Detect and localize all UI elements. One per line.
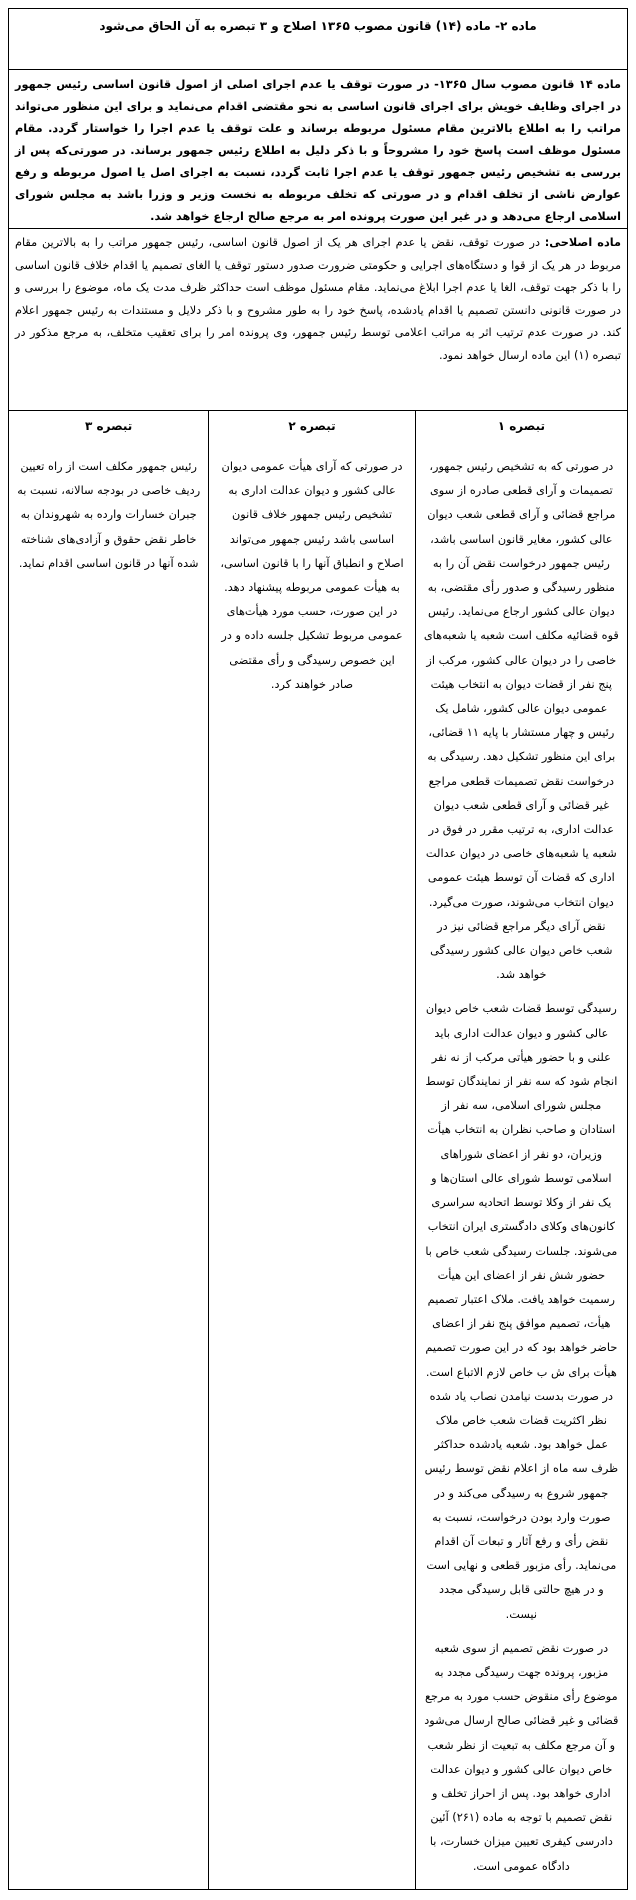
- article-title: ماده ۲- ماده (۱۴) قانون مصوب ۱۳۶۵ اصلاح و ۳ تبصره به آن الحاق می‌شود: [9, 9, 628, 70]
- document-page: [8, 8, 628, 1890]
- note-2-heading: تبصره ۲: [288, 419, 336, 433]
- note-3-heading: تبصره ۳: [85, 419, 133, 433]
- amendment-label: ماده اصلاحی:: [544, 236, 621, 249]
- law-table: [8, 8, 628, 1890]
- note-1-paragraph: در صورتی که به تشخیص رئیس جمهور، تصمیمات و آرای قطعی صادره از سوی مراجع قضائی و آرای قطعی شعب دیوان عالی کشور، مغایر قانون اساسی باشد، رئیس جمهور درخواست نقض آن را به منظور رسیدگی و صدور رأی مقتضی، به دیوان عالی کشور ارجاع می‌نماید. رئیس قوه قضائیه مکلف است شعبه یا شعبه‌های خاصی را در دیوان عالی کشور، مرکب از پنج نفر از قضات دیوان به انتخاب هیئت عمومی دیوان عالی کشور، شامل یک رئیس و چهار مستشار با پایه ۱۱ قضائی، برای این منظور تشکیل دهد. رسیدگی به درخواست نقض تصمیمات قطعی مراجع غیر قضائی و آرای قطعی شعب دیوان عدالت اداری، به ترتیب مقرر در فوق در شعبه یا شعبه‌های خاصی در دیوان عدالت اداری که قضات آن توسط هیئت عمومی دیوان انتخاب می‌شوند، صورت می‌گیرد. نقض آرای دیگر مراجع قضائی نیز در شعب خاص دیوان عالی کشور رسیدگی خواهد شد.: [423, 460, 619, 982]
- note-1-column: [415, 411, 627, 1890]
- note-2-paragraph: در صورتی که آرای هیأت عمومی دیوان عالی کشور و دیوان عدالت اداری به تشخیص رئیس جمهور خلاف قانون اساسی باشد رئیس جمهور می‌تواند اصلاح و انطباق آنها را با قانون اساسی، به هیأت عمومی مربوطه پیشنهاد دهد. در این صورت، حسب مورد هیأت‌های عمومی مربوط تشکیل جلسه داده و در این خصوص رسیدگی و رأی مقتضی صادر خواهند کرد.: [220, 460, 404, 691]
- note-2-column: [209, 411, 415, 1890]
- note-3-body: [9, 455, 208, 576]
- original-law-text: ماده ۱۴ قانون مصوب سال ۱۳۶۵- در صورت توقف یا عدم اجرای اصلی از اصول قانون اساسی رئیس جمهور در اجرای وظایف خویش برای اجرای قانون اساسی به نحو مقتضی اقدام می‌نماید و برای این منظور می‌تواند مراتب را به اطلاع بالاترین مقام مسئول مربوطه برساند و علت توقف یا عدم اجرا را خواستار گردد. مقام مسئول موظف است پاسخ خود را مشروحاً و با ذکر دلیل به اطلاع رئیس جمهور برساند. در صورتی‌که پس از بررسی به تشخیص رئیس جمهور توقف یا عدم اجرا ثابت گردد، نسبت به اجرای اصل یا اصول مربوطه و رفع عوارض ناشی از تخلف اقدام و در صورتی که تخلف مربوطه به نخست وزیر و وزرا باشد به مجلس شورای اسلامی ارجاع می‌دهد و در غیر این صورت پرونده امر به مرجع صالح ارجاع خواهد شد.: [9, 70, 628, 229]
- note-1-body: [416, 455, 627, 1879]
- note-2-body: [209, 455, 414, 697]
- note-3-paragraph: رئیس جمهور مکلف است از راه تعیین ردیف خاصی در بودجه سالانه، نسبت به جبران خسارات وارده به شهروندان به خاطر نقض حقوق و آزادی‌های شناخته شده آنها در قانون اساسی اقدام نماید.: [17, 460, 201, 570]
- amendment-text: در صورت توقف، نقض یا عدم اجرای هر یک از اصول قانون اساسی، رئیس جمهور مراتب را به بالاترین مقام مربوط در هر یک از قوا و دستگاه‌های اجرایی و حکومتی ضرورت صدور دستور توقف یا الغای تصمیم یا اقدام خلاف قانون اساسی را با ذکر جهت توقف، الغا یا عدم اجرا ابلاغ می‌نماید. مقام مسئول موظف است حداکثر ظرف مدت یک ماه، موضوع را بررسی و در صورت قانونی دانستن تصمیم یا اقدام یادشده، پاسخ خود را به طور مشروح و با ذکر دلایل و مستندات به رئیس جمهور اعلام کند. در صورت عدم ترتیب اثر به مراتب اعلامی توسط رئیس جمهور، وی پرونده امر را برای تعقیب متخلف، به مرجع مذکور در تبصره (۱) این ماده ارسال خواهد نمود.: [15, 236, 621, 362]
- amended-article: [9, 229, 628, 411]
- note-1-paragraph: در صورت نقض تصمیم از سوی شعبه مزبور، پرونده جهت رسیدگی مجدد به موضوع رأی منقوض حسب مورد به مرجع قضائی و غیر قضائی صالح ارسال می‌شود و آن مرجع مکلف به تبعیت از نظر شعب خاص دیوان عالی کشور و دیوان عدالت اداری خواهد بود. پس از احراز تخلف و نقض تصمیم با توجه به ماده (۲۶۱) آئین دادرسی کیفری تعیین میزان خسارت، با دادگاه عمومی است.: [424, 1641, 619, 1873]
- note-1-paragraph: رسیدگی توسط قضات شعب خاص دیوان عالی کشور و دیوان عدالت اداری باید علنی و با حضور هیأتی مرکب از نه نفر انجام شود که سه نفر از نمایندگان توسط مجلس شورای اسلامی، سه نفر از استادان و صاحب نظران به انتخاب هیأت وزیران، دو نفر از اعضای شوراهای اسلامی توسط شورای عالی استان‌ها و یک نفر از وکلا توسط اتحادیه سراسری کانون‌های وکلای دادگستری ایران انتخاب می‌شوند. جلسات رسیدگی شعب خاص با حضور شش نفر از اعضای این هیأت رسمیت خواهد یافت. ملاک اعتبار تصمیم هیأت، تصمیم موافق پنج نفر از اعضای حاضر خواهد بود که در این صورت تصمیم هیأت برای ش ب خاص لازم الاتباع است. در صورت بدست نیامدن نصاب یاد شده نظر اکثریت قضات شعب خاص ملاک عمل خواهد بود. شعبه یادشده حداکثر ظرف سه ماه از اعلام نقض توسط رئیس جمهور شروع به رسیدگی می‌کند و در صورت وارد بودن درخواست، نسبت به نقض رأی و رفع آثار و تبعات آن اقدام می‌نماید. رأی مزبور قطعی و نهایی است و در هیچ حالتی قابل رسیدگی مجدد نیست.: [424, 1002, 619, 1621]
- note-1-heading: تبصره ۱: [497, 419, 545, 433]
- note-3-column: [9, 411, 209, 1890]
